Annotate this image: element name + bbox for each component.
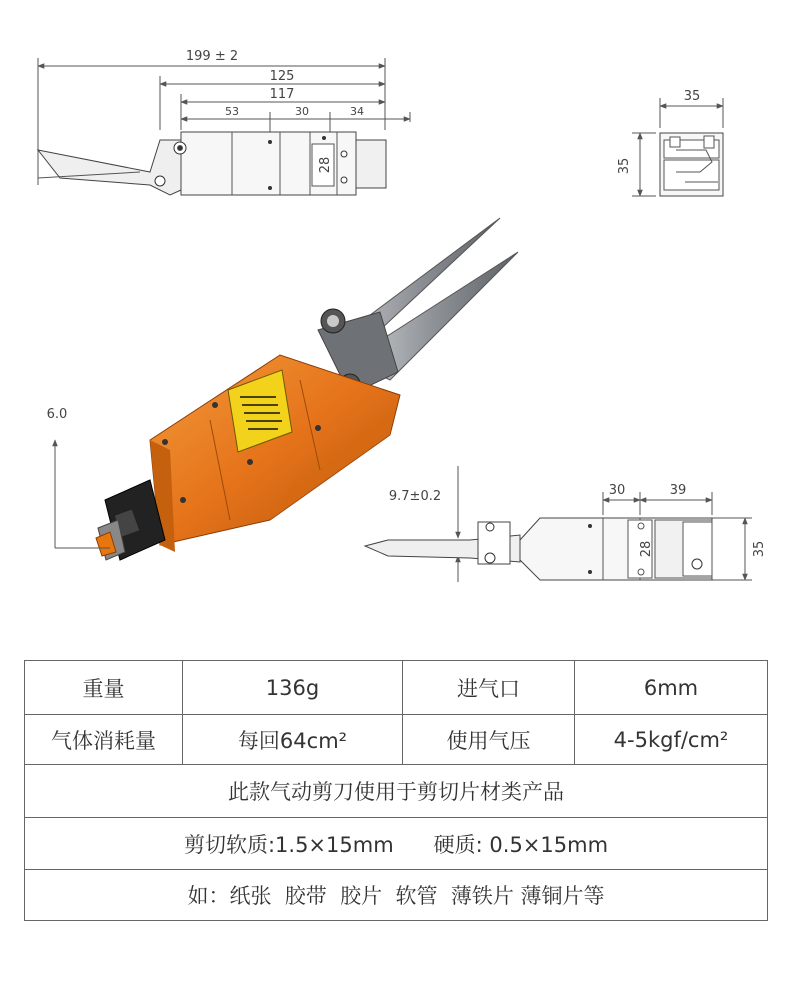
spec-key-weight: 重量 bbox=[25, 661, 183, 715]
spec-value-pressure: 4-5kgf/cm² bbox=[575, 715, 768, 765]
dim-side-35: 35 bbox=[752, 540, 767, 558]
spec-key-inlet: 进气口 bbox=[403, 661, 575, 715]
spec-row-weight bbox=[25, 661, 768, 715]
product-illustration bbox=[96, 218, 518, 560]
spec-capacity bbox=[25, 818, 768, 870]
top-view-drawing bbox=[38, 58, 410, 195]
dim-end-width: 35 bbox=[683, 89, 701, 104]
spec-key-pressure: 使用气压 bbox=[403, 715, 575, 765]
dim-side-28: 28 bbox=[639, 540, 654, 558]
spec-capacity-soft: 剪切软质:1.5×15mm bbox=[183, 832, 394, 857]
spec-value-air-consumption: 每回64cm² bbox=[183, 715, 403, 765]
end-view-drawing bbox=[632, 98, 723, 196]
dim-side-30: 30 bbox=[608, 483, 626, 498]
dim-53: 53 bbox=[225, 105, 239, 118]
dim-blade-offset: 9.7±0.2 bbox=[388, 489, 442, 504]
spec-row-air bbox=[25, 715, 768, 765]
spec-row-capacity bbox=[25, 818, 768, 870]
spec-key-air-consumption: 气体消耗量 bbox=[25, 715, 183, 765]
dim-28: 28 bbox=[318, 156, 333, 174]
spec-row-usage bbox=[25, 765, 768, 818]
spec-capacity-hard: 硬质: 0.5×15mm bbox=[433, 832, 609, 857]
dim-overall: 199 ± 2 bbox=[185, 49, 239, 64]
dim-34: 34 bbox=[350, 105, 364, 118]
dim-117: 117 bbox=[269, 87, 295, 102]
spec-value-weight: 136g bbox=[183, 661, 403, 715]
dim-end-height: 35 bbox=[617, 157, 632, 175]
spec-value-inlet: 6mm bbox=[575, 661, 768, 715]
dim-30: 30 bbox=[295, 105, 309, 118]
spec-row-materials bbox=[25, 870, 768, 921]
dim-side-39: 39 bbox=[669, 483, 687, 498]
side-view-drawing bbox=[365, 466, 752, 582]
dim-125: 125 bbox=[269, 69, 295, 84]
dim-inlet: 6.0 bbox=[46, 407, 68, 422]
spec-table bbox=[24, 660, 768, 921]
spec-materials: 如：纸张 胶带 胶片 软管 薄铁片 薄铜片等 bbox=[25, 870, 768, 921]
spec-usage: 此款气动剪刀使用于剪切片材类产品 bbox=[25, 765, 768, 818]
